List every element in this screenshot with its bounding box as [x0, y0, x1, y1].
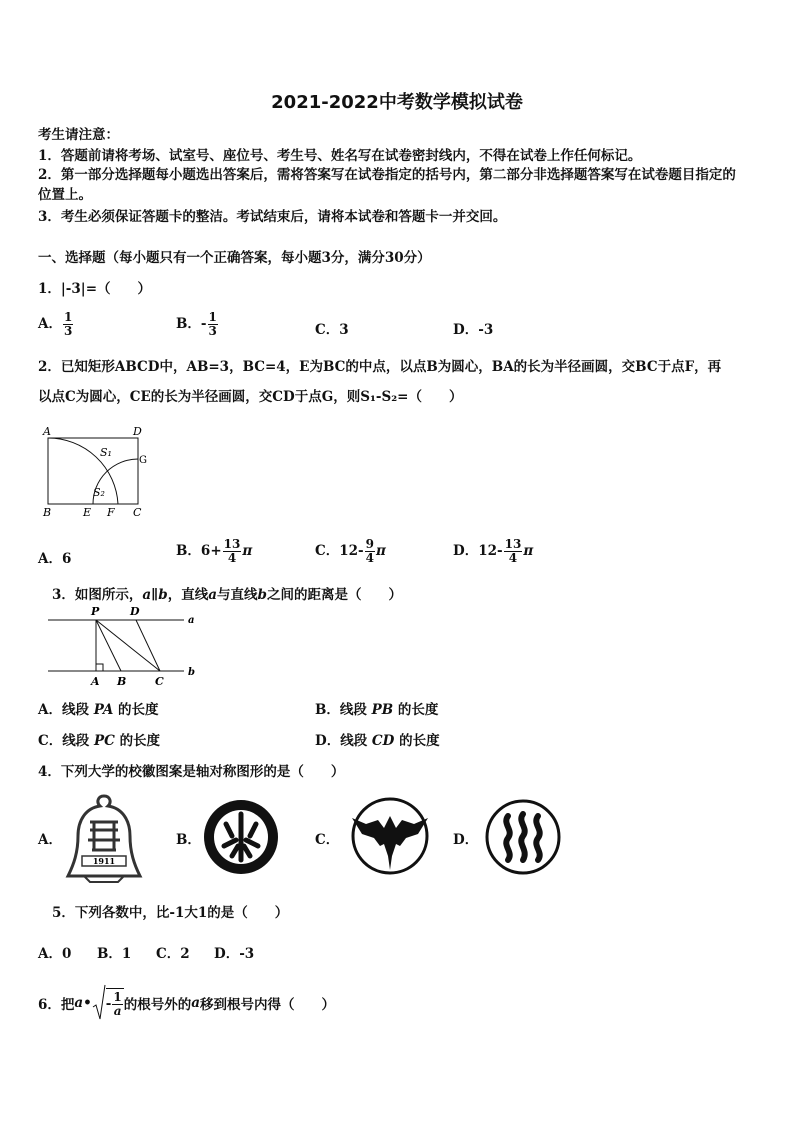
fig-label-b: B [43, 506, 52, 519]
notice-item-3: 3．考生必须保证答题卡的整洁。考试结束后，请将本试卷和答题卡一并交回。 [38, 209, 507, 225]
fig3-label-d: D [130, 605, 140, 618]
q5-option-d: D．-3 [214, 946, 255, 962]
fig3-label-p: P [91, 605, 100, 618]
q3-option-b: B．线段 PB 的长度 [315, 702, 439, 718]
fig-label-f: F [107, 506, 115, 519]
page-title: 2021-2022中考数学模拟试卷 [271, 92, 523, 113]
q4-emblem-a-bell [64, 792, 144, 884]
notice-item-2-cont: 位置上。 [38, 187, 92, 203]
q6-stem: 6．把a• - $\frac{1}{a}$ 的根号外的a移到根号内得（ ） [38, 983, 335, 1023]
q4-emblem-c-eagle [348, 796, 432, 876]
q2-option-a: A．6 [38, 551, 72, 567]
q3-option-c: C．线段 PC 的长度 [38, 733, 161, 749]
q5-option-b: B．1 [97, 946, 132, 962]
fig-label-a: A [43, 425, 51, 438]
sqrt-sign-icon [92, 983, 106, 1023]
section-heading: 一、选择题（每小题只有一个正确答案，每小题3分，满分30分） [38, 250, 431, 266]
fig3-label-c: C [155, 675, 164, 688]
fig3-label-b-line: b [188, 667, 195, 678]
q4-stem: 4．下列大学的校徽图案是轴对称图形的是（ ） [38, 764, 345, 780]
notice-item-1: 1．答题前请将考场、试室号、座位号、考生号、姓名写在试卷密封线内，不得在试卷上作任何标记。 [38, 148, 642, 164]
fig3-label-b: B [117, 675, 127, 688]
fig-label-s1: S₁ [100, 446, 112, 459]
q1-option-b: B．- $\frac{1}{3}$ [176, 310, 217, 338]
fig3-label-a-line: a [188, 615, 195, 626]
fig3-label-a: A [91, 675, 100, 688]
q3-option-d: D．线段 CD 的长度 [315, 733, 440, 749]
q1-option-d: D．-3 [453, 322, 494, 338]
q1-option-c: C．3 [315, 322, 349, 338]
q1-option-a: A． $\frac{1}{3}$ [38, 310, 73, 338]
q4-option-d-label: D． [453, 832, 479, 848]
q4-option-c-label: C． [315, 832, 340, 848]
fig-label-d: D [133, 425, 142, 438]
fig-label-s2: S₂ [93, 486, 105, 499]
notice-heading: 考生请注意： [38, 127, 119, 143]
q3-parallel-lines-figure [48, 603, 200, 689]
q4-option-a-label: A． [38, 832, 62, 848]
q2-option-b: B．6+ $\frac{13}{4}$ π [176, 537, 253, 565]
q4-option-b-label: B． [176, 832, 201, 848]
q2-option-d: D．12- $\frac{13}{4}$ π [453, 537, 534, 565]
q4-emblem-d-waves [484, 798, 562, 876]
q5-option-c: C．2 [156, 946, 190, 962]
fig-label-g: G [139, 455, 147, 466]
emblem-a-year: 1911 [92, 856, 116, 866]
q2-option-c: C．12- $\frac{9}{4}$ π [315, 537, 386, 565]
q3-option-a: A．线段 PA 的长度 [38, 702, 159, 718]
q5-option-a: A．0 [38, 946, 72, 962]
fig-label-e: E [83, 506, 92, 519]
q5-stem: 5．下列各数中，比-1大1的是（ ） [52, 905, 289, 921]
q2-stem-line2: 以点C为圆心，CE的长为半径画圆，交CD于点G，则S₁-S₂=（ ） [38, 389, 463, 405]
fig-label-c: C [133, 506, 142, 519]
q1-stem: 1．|-3|=（ ） [38, 281, 152, 297]
q3-stem: 3．如图所示，a∥b，直线a与直线b之间的距离是（ ） [52, 587, 402, 603]
q2-rectangle-figure [38, 420, 158, 520]
q4-emblem-b-circle [202, 798, 280, 876]
notice-item-2: 2．第一部分选择题每小题选出答案后，需将答案写在试卷指定的括号内，第二部分非选择题答案写在试卷题目指定的 [38, 167, 736, 183]
q2-stem-line1: 2．已知矩形ABCD中，AB=3，BC=4，E为BC的中点，以点B为圆心，BA的长为半径画圆，交BC于点F，再 [38, 359, 722, 375]
